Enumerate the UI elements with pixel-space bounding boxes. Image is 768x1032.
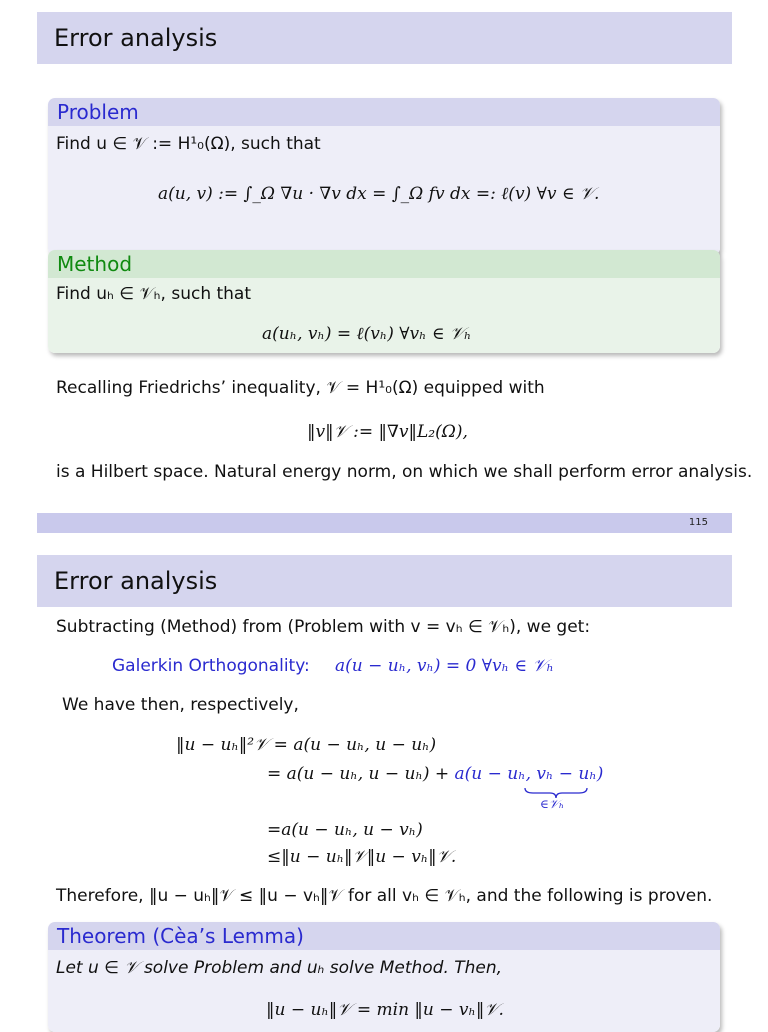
problem-block-body bbox=[48, 126, 720, 255]
galerkin-orthogonality-equation: a(u − uₕ, vₕ) = 0 ∀vₕ ∈ 𝒱ₕ bbox=[335, 656, 554, 676]
subtracting-text: Subtracting (Method) from (Problem with v = vₕ ∈ 𝒱ₕ), we get: bbox=[56, 617, 591, 637]
slide-2 bbox=[37, 555, 732, 1024]
derivation-line-2-blue: a(u − uₕ, vₕ − uₕ) bbox=[454, 764, 604, 784]
underbrace-label: ∈𝒱ₕ bbox=[540, 797, 565, 811]
have-then-text: We have then, respectively, bbox=[62, 695, 299, 715]
method-statement: Find uₕ ∈ 𝒱ₕ, such that bbox=[56, 284, 252, 304]
theorem-statement: Let u ∈ 𝒱 solve Problem and uₕ solve Method. Then, bbox=[56, 958, 503, 978]
derivation-line-1: ‖u − uₕ‖²𝒱 = a(u − uₕ, u − uₕ) bbox=[176, 735, 437, 755]
problem-block bbox=[48, 98, 720, 255]
method-discrete-equation: a(uₕ, vₕ) = ℓ(vₕ) ∀vₕ ∈ 𝒱ₕ bbox=[262, 324, 472, 344]
problem-weak-form-equation: a(u, v) := ∫_Ω ∇u · ∇v dx = ∫_Ω fv dx =: ℓ(v) ∀v ∈ 𝒱. bbox=[158, 184, 600, 204]
galerkin-orthogonality-label: Galerkin Orthogonality: bbox=[112, 656, 310, 676]
therefore-text: Therefore, ‖u − uₕ‖𝒱 ≤ ‖u − vₕ‖𝒱 for all vₕ ∈ 𝒱ₕ, and the following is proven. bbox=[56, 886, 713, 906]
slide-1-header bbox=[37, 12, 732, 64]
problem-block-head: Problem bbox=[48, 98, 720, 126]
slide-2-header bbox=[37, 555, 732, 607]
derivation-line-2 bbox=[267, 764, 603, 784]
theorem-block-head: Theorem (Cèa’s Lemma) bbox=[48, 922, 720, 950]
page-number: 115 bbox=[688, 517, 708, 528]
hilbert-space-text: is a Hilbert space. Natural energy norm, on which we shall perform error analysis. bbox=[56, 462, 753, 482]
theorem-block bbox=[48, 922, 720, 1032]
slide-1 bbox=[37, 12, 753, 512]
theorem-block-body bbox=[48, 950, 720, 1032]
slide-1-title: Error analysis bbox=[54, 24, 218, 52]
slide-2-title: Error analysis bbox=[54, 567, 218, 595]
method-block-body bbox=[48, 278, 720, 353]
energy-norm-equation: ‖v‖𝒱 := ‖∇v‖L₂(Ω), bbox=[307, 422, 468, 442]
derivation-line-3: =a(u − uₕ, u − vₕ) bbox=[267, 820, 423, 840]
slide-1-footer bbox=[37, 513, 732, 533]
problem-statement: Find u ∈ 𝒱 := H¹₀(Ω), such that bbox=[56, 134, 321, 154]
method-block-head: Method bbox=[48, 250, 720, 278]
derivation-line-4: ≤‖u − uₕ‖𝒱‖u − vₕ‖𝒱. bbox=[267, 847, 457, 867]
method-block bbox=[48, 250, 720, 353]
derivation-line-2-black: = a(u − uₕ, u − uₕ) + bbox=[267, 764, 455, 784]
friedrichs-recall-text: Recalling Friedrichs’ inequality, 𝒱 = H¹₀(Ω) equipped with bbox=[56, 378, 545, 398]
cea-lemma-equation: ‖u − uₕ‖𝒱 = min ‖u − vₕ‖𝒱. bbox=[266, 1000, 504, 1020]
